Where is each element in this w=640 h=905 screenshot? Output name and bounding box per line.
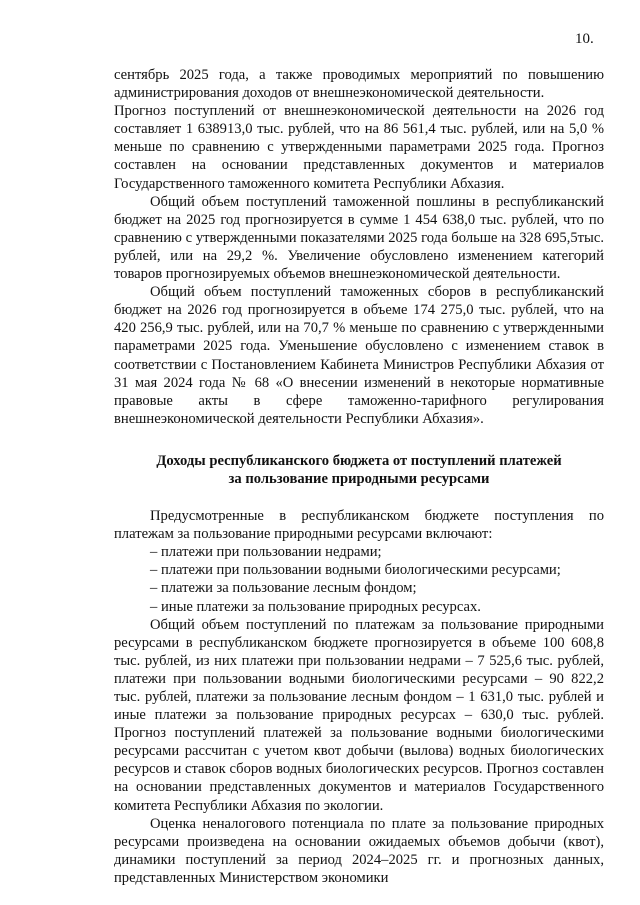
list-item: – платежи при пользовании водными биологическими ресурсами; xyxy=(150,562,561,579)
section-heading-line-1: Доходы республиканского бюджета от поступлений платежей xyxy=(156,452,562,469)
page-number: 10. xyxy=(575,31,594,47)
paragraph-3: Общий объем поступлений таможенной пошлины в республиканский бюджет на 2025 год прогнозируется в сумме 1 454 638,0 тыс. рублей, что по сравнению с утвержденными показателями 2025 года больше на 328 695,5тыс. рублей, или на 29,2 %. Увеличение обусловлено изменением категорий товаров прогнозируемых объемов внешнеэкономической деятельности. xyxy=(114,193,604,283)
paragraph-5: Общий объем поступлений по платежам за пользование природными ресурсами в республиканском бюджете прогнозируется в объеме 100 608,8 тыс. рублей, из них платежи при пользовании недрами – 7 525,6 тыс. рублей, платежи при пользовании водными биологическими ресурсами – 90 822,2 тыс. рублей, платежи за пользование лесным фондом – 1 631,0 тыс. рублей и иные платежи за пользование природных ресурсах – 630,0 тыс. рублей. Прогноз поступлений платежей за пользование водными биологическими ресурсами рассчитан с учетом квот добычи (вылова) водных биологических ресурсов и ставок сборов водных биологических ресурсов. Прогноз составлен на основании представленных документов и материалов Государственного комитета Республики Абхазия по экологии. xyxy=(114,616,604,814)
paragraph-2: Прогноз поступлений от внешнеэкономической деятельности на 2026 год составляет 1 638913,0 тыс. рублей, что на 86 561,4 тыс. рублей, или на 5,0 % меньше по сравнению с утвержденными параметрами 2025 года. Прогноз составлен на основании представленных документов и материалов Государственного таможенного комитета Республики Абхазия. xyxy=(114,103,604,192)
intro-paragraph: Предусмотренные в республиканском бюджете поступления по платежам за пользование природными ресурсами включают: xyxy=(114,508,604,543)
paragraph-1: сентябрь 2025 года, а также проводимых мероприятий по повышению администрирования доходов от внешнеэкономической деятельности. xyxy=(114,67,604,102)
section-heading-line-2: за пользование природными ресурсами xyxy=(228,470,490,487)
list-item: – иные платежи за пользование природных ресурсах. xyxy=(150,598,481,615)
list-item: – платежи за пользование лесным фондом; xyxy=(150,580,417,597)
section-heading xyxy=(114,452,604,488)
list-item: – платежи при пользовании недрами; xyxy=(150,544,382,561)
paragraph-6: Оценка неналогового потенциала по плате за пользование природных ресурсами произведена на основании ожидаемых объемов добычи (квот), динамики поступлений за период 2024–2025 гг. и прогнозных данных, представленных Министерством экономики xyxy=(114,815,604,886)
document-body xyxy=(114,66,604,887)
paragraph-4: Общий объем поступлений таможенных сборов в республиканский бюджет на 2026 год прогнозируется в объеме 174 275,0 тыс. рублей, что на 420 256,9 тыс. рублей, или на 70,7 % меньше по сравнению с утвержденными параметрами 2025 года. Уменьшение обусловлено с изменением ставок в соответствии с Постановлением Кабинета Министров Республики Абхазия от 31 мая 2024 года № 68 «О внесении изменений в некоторые нормативные правовые акты в сфере таможенно-тарифного регулирования внешнеэкономической деятельности Республики Абхазия». xyxy=(114,284,604,427)
